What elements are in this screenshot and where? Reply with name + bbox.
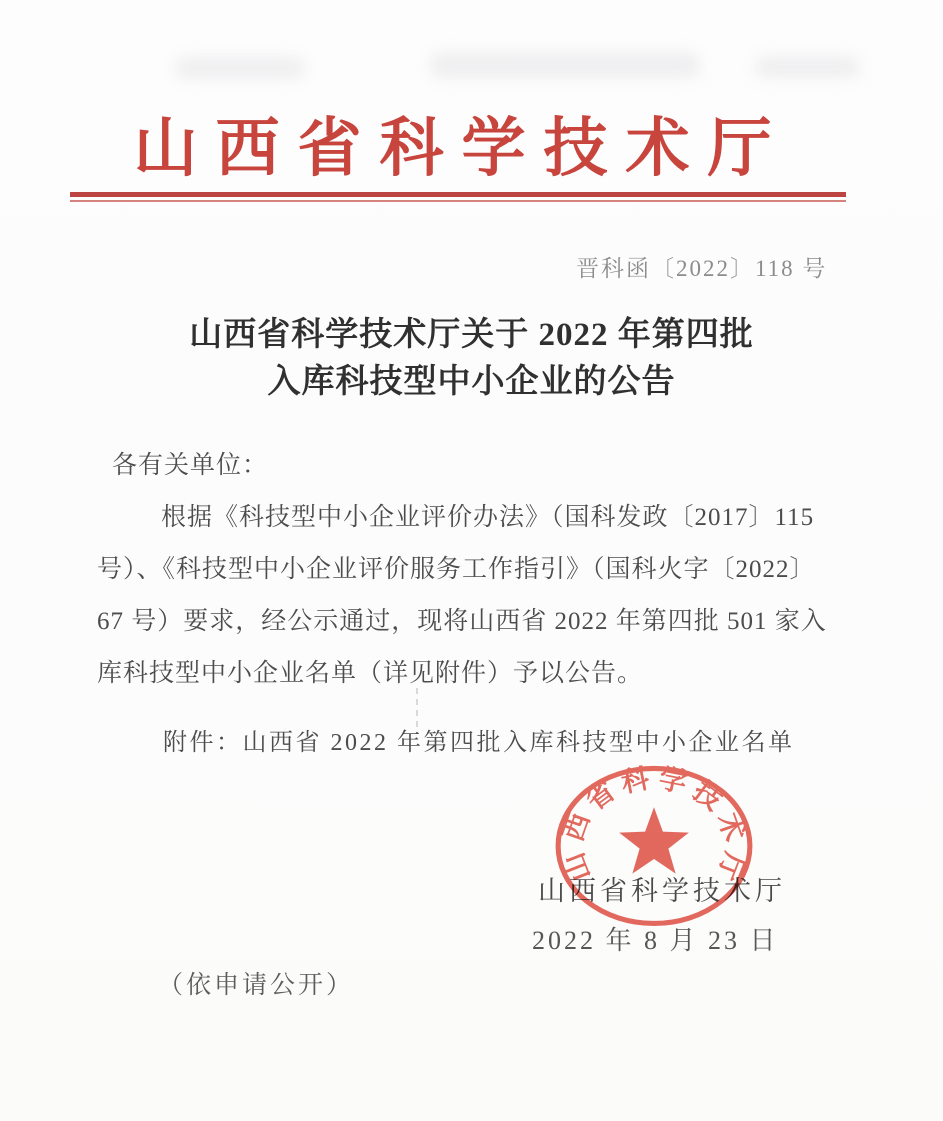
paragraph-line: 库科技型中小企业名单（详见附件）予以公告。 (97, 660, 644, 687)
scan-smudge (755, 56, 860, 78)
signature-agency: 山西省科学技术厅 (538, 876, 786, 906)
scan-smudge (175, 57, 305, 79)
document-title-line2: 入库科技型中小企业的公告 (267, 364, 676, 400)
document-title-line1: 山西省科学技术厅关于 2022 年第四批 (189, 317, 754, 353)
seal-text: 山西省科学技术厅 (557, 762, 751, 886)
signature-date: 2022 年 8 月 23 日 (532, 926, 779, 955)
salutation: 各有关单位： (112, 452, 269, 479)
document-number: 晋科函〔2022〕118 号 (576, 256, 828, 281)
letterhead-divider (70, 192, 846, 202)
attachment-line: 附件：山西省 2022 年第四批入库科技型中小企业名单 (163, 730, 795, 756)
divider-thin-rule (70, 200, 846, 202)
disclosure-note: （依申请公开） (158, 972, 355, 999)
scan-smudge (430, 52, 700, 78)
document-body (97, 440, 867, 700)
document-title (0, 312, 943, 406)
seal-star-icon (619, 807, 689, 873)
official-seal (552, 760, 756, 936)
paragraph-line: 号）、《科技型中小企业评价服务工作指引》（国科火字〔2022〕 (97, 556, 816, 583)
paragraph-line: 67 号）要求，经公示通过，现将山西省 2022 年第四批 501 家入 (97, 608, 827, 635)
paragraph-line: 根据《科技型中小企业评价办法》（国科发政〔2017〕115 (161, 504, 815, 531)
letterhead-agency-name: 山西省科学技术厅 (133, 113, 790, 184)
